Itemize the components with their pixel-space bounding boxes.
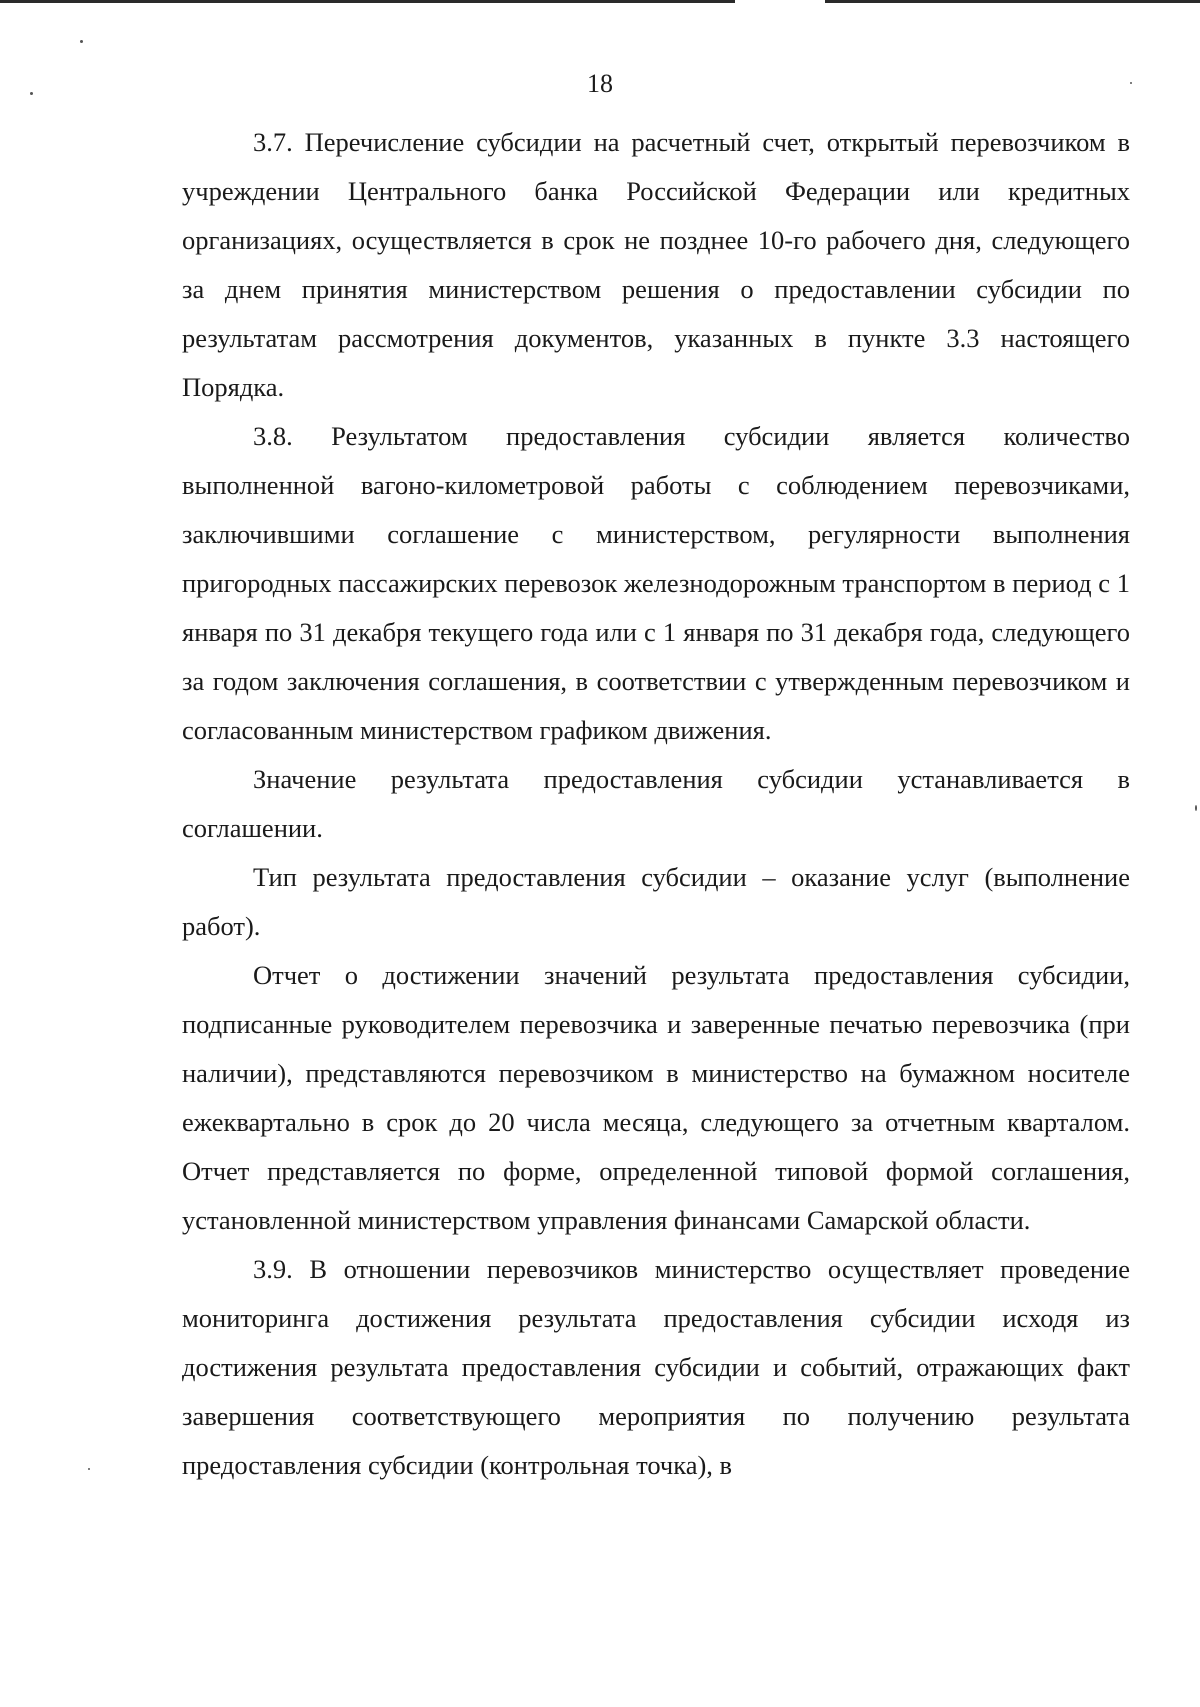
scan-speck — [1195, 805, 1197, 811]
scan-speck — [1130, 82, 1132, 84]
paragraph-3-7: 3.7. Перечисление субсидии на расчетный счет, открытый перевозчиком в учреждении Центрального банка Российской Федерации или кредитных организациях, осуществляется в срок не позднее 10-го рабочего дня, следующего за днем принятия министерством решения о предоставлении субсидии по результатам рассмотрения документов, указанных в пункте 3.3 настоящего Порядка. — [182, 127, 1130, 402]
scan-speck — [30, 92, 33, 95]
scan-speck — [88, 1468, 90, 1470]
paragraph-result-value: Значение результата предоставления субсидии устанавливается в соглашении. — [182, 764, 1130, 843]
paragraph-report: Отчет о достижении значений результата предоставления субсидии, подписанные руководителем перевозчика и заверенные печатью перевозчика (при наличии), представляются перевозчиком в министерство на бумажном носителе ежеквартально в срок до 20 числа месяца, следующего за отчетным кварталом. Отчет представляется по форме, определенной типовой формой соглашения, установленной министерством управления финансами Самарской области. — [182, 960, 1130, 1235]
scan-speck — [80, 40, 83, 43]
paragraph-3-8: 3.8. Результатом предоставления субсидии является количество выполненной вагоно-километровой работы с соблюдением перевозчиками, заключившими соглашение с министерством, регулярности выполнения пригородных пассажирских перевозок железнодорожным транспортом в период с 1 января по 31 декабря текущего года или с 1 января по 31 декабря года, следующего за годом заключения соглашения, в соответствии с утвержденным перевозчиком и согласованным министерством графиком движения. — [182, 421, 1130, 745]
document-body — [182, 118, 1130, 1490]
paragraph-result-type: Тип результата предоставления субсидии – оказание услуг (выполнение работ). — [182, 862, 1130, 941]
paragraph-3-9: 3.9. В отношении перевозчиков министерство осуществляет проведение мониторинга достижения результата предоставления субсидии исходя из достижения результата предоставления субсидии и событий, отражающих факт завершения соответствующего мероприятия по получению результата предоставления субсидии (контрольная точка), в — [182, 1254, 1130, 1480]
scan-top-border — [0, 0, 1200, 3]
scan-border-gap — [735, 0, 825, 3]
page-number: 18 — [587, 69, 613, 98]
